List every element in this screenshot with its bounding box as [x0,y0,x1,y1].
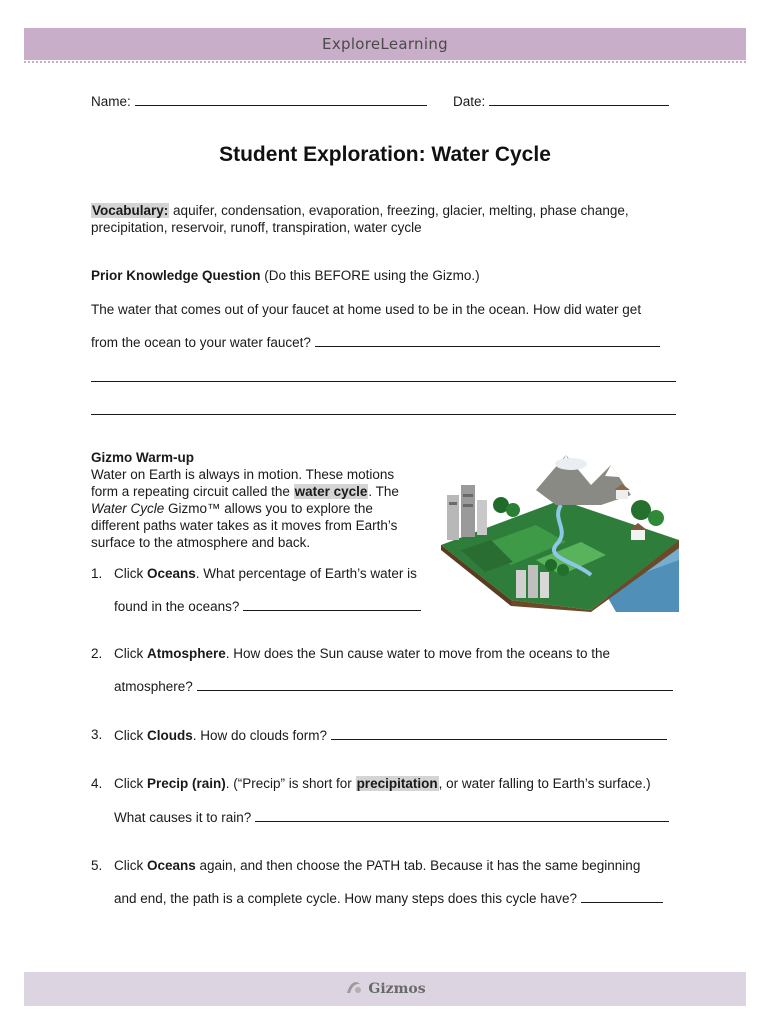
vocabulary-section [91,202,691,236]
q5-line-1 [114,858,640,873]
warmup-line-2b: . The [368,484,399,499]
gizmos-logo-icon [344,978,364,1000]
name-row [91,93,427,109]
q3-answer-blank[interactable] [331,727,667,740]
explorelearning-header [24,28,746,60]
warmup-line-3: Gizmo™ allows you to explore the [164,501,373,516]
q2-number: 2. [91,646,103,661]
prior-knowledge-note: (Do this BEFORE using the Gizmo.) [264,268,480,283]
q4-number: 4. [91,776,103,791]
q3-pre: Click [114,728,147,743]
warmup-section [91,449,436,551]
q1-number: 1. [91,566,103,581]
warmup-line-5: surface to the atmosphere and back. [91,535,311,550]
q4-line-2 [114,809,669,825]
q2-line-1 [114,646,610,661]
header-dotted-rule [24,61,746,63]
q1-bold: Oceans [147,566,196,581]
prior-answer-blank-2[interactable] [91,381,676,382]
q2-post: . How does the Sun cause water to move from the oceans to the [225,646,610,661]
prior-knowledge-heading [91,268,480,283]
gizmos-footer [24,972,746,1006]
prior-question-line-1: The water that comes out of your faucet at home used to be in the ocean. How did water get [91,302,642,317]
q4-line-2-text: What causes it to rain? [114,810,252,825]
q5-line-2-text: and end, the path is a complete cycle. How many steps does this cycle have? [114,891,578,906]
vocabulary-label: Vocabulary: [92,203,169,218]
q2-pre: Click [114,646,147,661]
q1-line-2 [114,598,421,614]
prior-question-line-2 [91,334,660,350]
q4-bold: Precip (rain) [147,776,226,791]
q2-bold: Atmosphere [147,646,226,661]
q1-pre: Click [114,566,147,581]
q4-answer-blank[interactable] [255,809,669,822]
precipitation-highlight: precipitation [356,776,438,791]
q3-line-1 [114,727,667,743]
footer-brand: Gizmos [368,981,426,997]
q3-bold: Clouds [147,728,193,743]
prior-answer-blank-3[interactable] [91,414,676,415]
q4-pre: Click [114,776,147,791]
warmup-line-1: Water on Earth is always in motion. These motions [91,467,395,482]
water-cycle-illustration [441,450,679,612]
vocabulary-line-1: aquifer, condensation, evaporation, freezing, glacier, melting, phase change, [173,203,629,218]
city-building [447,495,459,540]
q1-line-2-text: found in the oceans? [114,599,240,614]
q5-number: 5. [91,858,103,873]
q3-number: 3. [91,727,103,742]
warmup-heading: Gizmo Warm-up [91,450,194,465]
vocabulary-line-2: precipitation, reservoir, runoff, transpiration, water cycle [91,220,422,235]
silo-shape [516,570,526,598]
header-brand: ExploreLearning [322,35,448,53]
q1-answer-blank[interactable] [243,598,421,611]
q5-line-2 [114,890,663,906]
q5-post: again, and then choose the PATH tab. Because it has the same beginning [195,858,641,873]
name-blank[interactable] [135,93,427,106]
q1-post: . What percentage of Earth’s water is [195,566,417,581]
q1-line-1 [114,566,417,581]
water-cycle-highlight: water cycle [294,484,368,499]
q5-answer-blank[interactable] [581,890,663,903]
date-row [453,93,669,109]
warmup-line-4: different paths water takes as it moves from Earth’s [91,518,398,533]
gizmo-name-italic: Water Cycle [91,501,165,516]
name-label: Name: [91,94,131,109]
warmup-line-2a: form a repeating circuit called the [91,484,294,499]
date-label: Date: [453,94,486,109]
q4-post: , or water falling to Earth’s surface.) [438,776,651,791]
prior-answer-blank-1[interactable] [315,334,660,347]
q5-pre: Click [114,858,147,873]
prior-knowledge-label: Prior Knowledge Question [91,268,261,283]
q3-post: . How do clouds form? [192,728,328,743]
q2-line-2 [114,678,673,694]
q4-line-1 [114,776,651,791]
q2-line-2-text: atmosphere? [114,679,193,694]
q2-answer-blank[interactable] [197,678,673,691]
prior-question-text: from the ocean to your water faucet? [91,335,311,350]
q4-mid: . (“Precip” is short for [225,776,356,791]
q5-bold: Oceans [147,858,196,873]
date-blank[interactable] [489,93,669,106]
page-title: Student Exploration: Water Cycle [219,143,551,166]
